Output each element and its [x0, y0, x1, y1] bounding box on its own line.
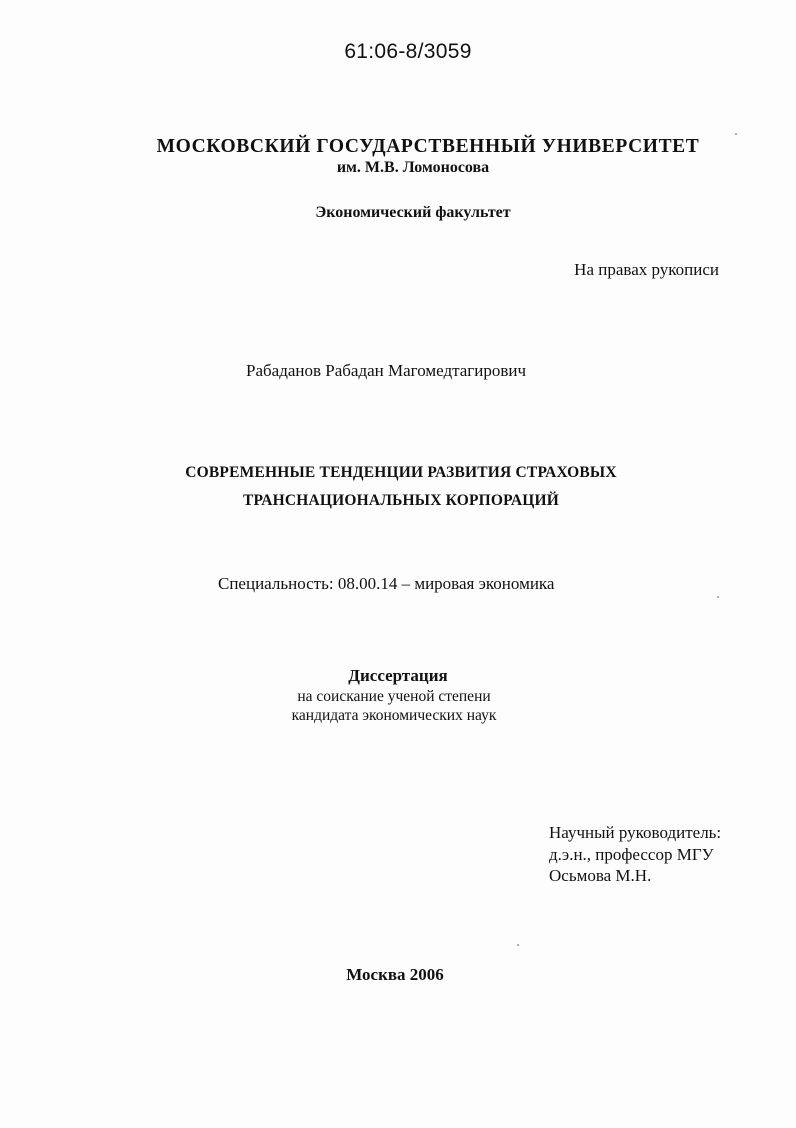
advisor-degree: д.э.н., профессор МГУ: [549, 845, 714, 864]
thesis-label: Диссертация: [348, 666, 448, 685]
manuscript-rights-note: На правах рукописи: [574, 260, 719, 279]
scan-speck: [717, 596, 719, 598]
scan-speck: [517, 944, 519, 946]
specialty-line: Специальность: 08.00.14 – мировая экономика: [218, 574, 555, 593]
thesis-degree-line-1: на соискание ученой степени: [297, 688, 491, 705]
author-name: Рабаданов Рабадан Магомедтагирович: [246, 361, 527, 380]
thesis-degree-line-2: кандидата экономических наук: [291, 707, 497, 724]
advisor-label: Научный руководитель:: [549, 823, 722, 842]
catalog-code: 61:06-8/3059: [344, 40, 472, 63]
thesis-title-line-1: СОВРЕМЕННЫЕ ТЕНДЕНЦИИ РАЗВИТИЯ СТРАХОВЫХ: [185, 464, 617, 481]
university-name: МОСКОВСКИЙ ГОСУДАРСТВЕННЫЙ УНИВЕРСИТЕТ: [156, 136, 700, 157]
advisor-name: Осьмова М.Н.: [549, 866, 652, 885]
faculty-name: Экономический факультет: [315, 204, 511, 221]
city-year: Москва 2006: [346, 965, 444, 984]
scan-speck: [735, 133, 737, 135]
university-named-after: им. М.В. Ломоносова: [336, 159, 490, 176]
thesis-title-line-2: ТРАНСНАЦИОНАЛЬНЫХ КОРПОРАЦИЙ: [242, 492, 560, 509]
